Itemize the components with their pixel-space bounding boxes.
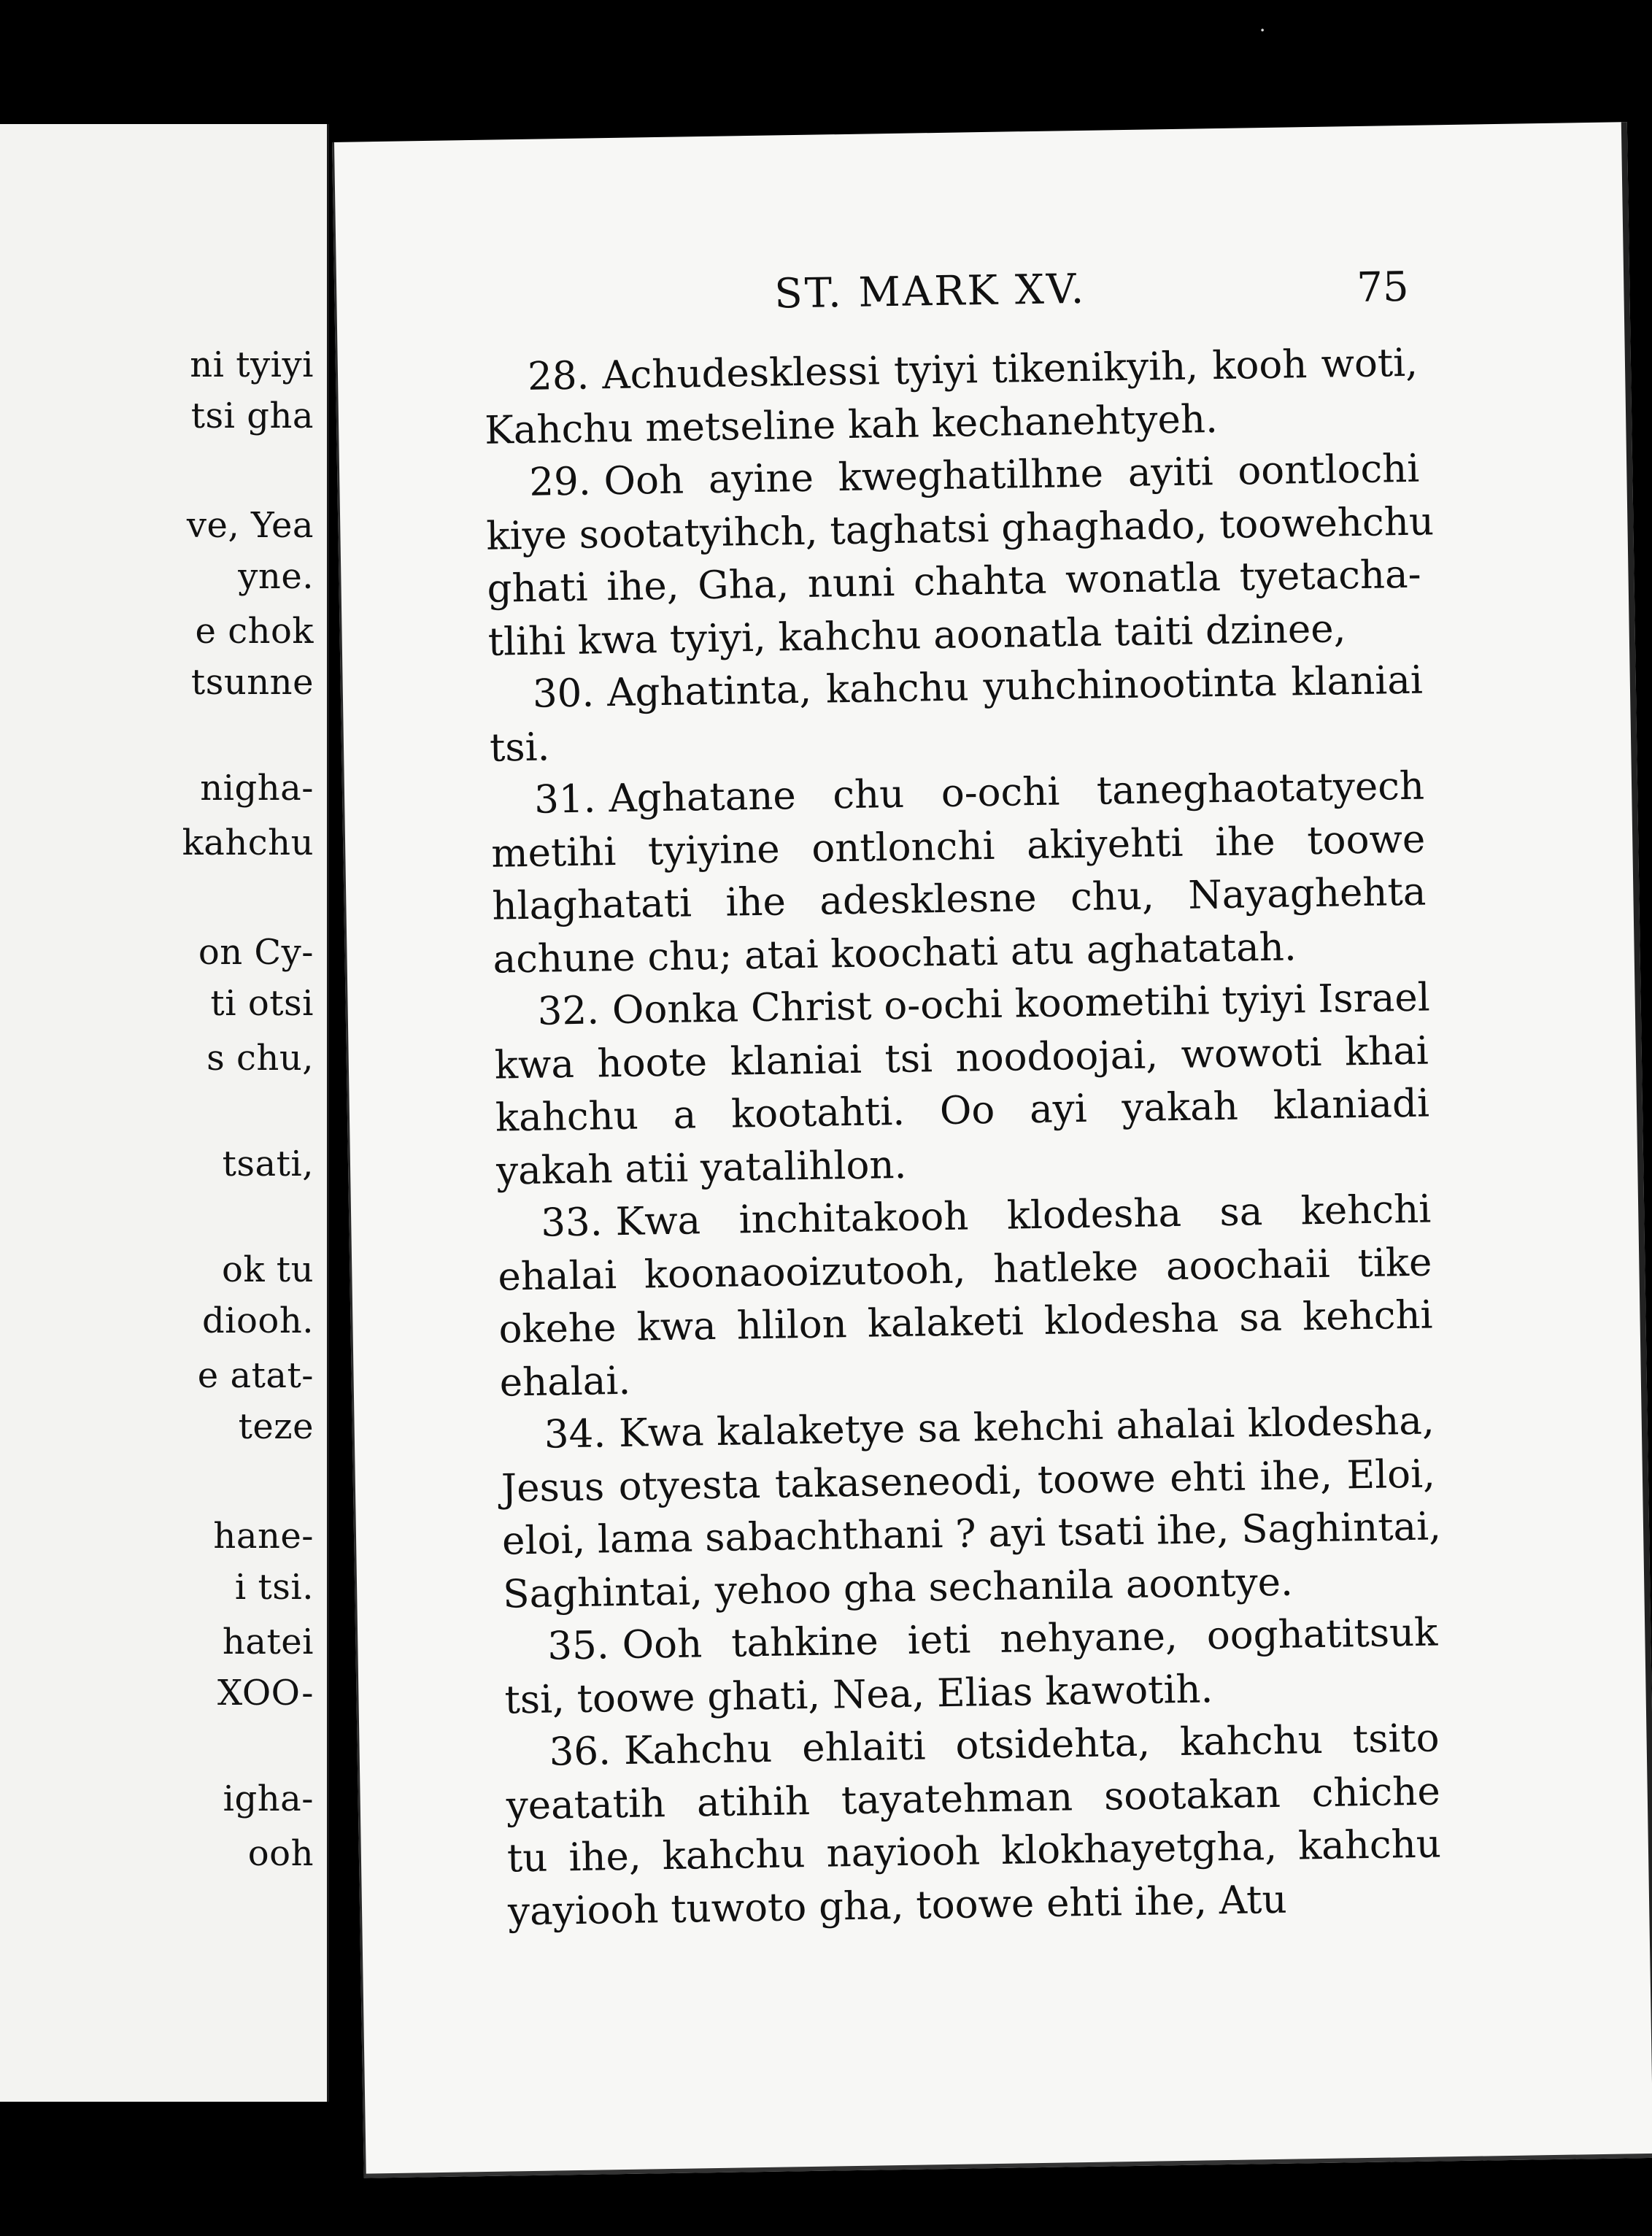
verse [493, 972, 1430, 1198]
verse-text: tsi, toowe ghati, Nea, Elias kawotih. [504, 1666, 1213, 1723]
left-text-fragment: ni tyiyi [190, 344, 314, 385]
left-text-fragment: e atat- [197, 1355, 314, 1396]
verse-number: 33. [540, 1200, 603, 1246]
verse-number: 35. [547, 1623, 610, 1669]
verse [485, 443, 1435, 669]
left-text-fragment: ti otsi [210, 983, 314, 1024]
verse-text: hlaghatati ihe adesklesne chu, Nayaghehta [491, 869, 1427, 929]
verse-number: 31. [533, 776, 596, 822]
verse [503, 1606, 1439, 1727]
left-text-fragment: diooh. [201, 1300, 314, 1341]
verse-number: 28. [527, 353, 590, 399]
running-title: ST. MARK XV. [773, 265, 1086, 318]
verse-text: okehe kwa hlilon kalaketi klodesha sa kehchi [498, 1292, 1433, 1352]
dust-speck: · [1259, 18, 1266, 43]
left-text-fragment: kahchu [182, 822, 314, 863]
verse [500, 1395, 1442, 1621]
verse-number: 36. [549, 1729, 611, 1775]
verse-column [484, 337, 1443, 1939]
verse-text: kwa hoote klaniai tsi noodoojai, wowoti khai [494, 1028, 1429, 1088]
left-text-fragment: on Cy- [198, 932, 314, 973]
left-text-fragment: nigha- [200, 768, 314, 809]
verse [490, 760, 1427, 987]
verse-text: tlihi kwa tyiyi, kahchu aoonatla taiti dzinee, [487, 606, 1346, 665]
verse-text: Saghintai, yehoo gha sechanila aoontye. [502, 1560, 1294, 1617]
left-text-fragment: hane- [213, 1516, 314, 1557]
left-text-fragment: ve, Yea [186, 505, 314, 546]
verse-text: ehalai. [499, 1358, 631, 1406]
left-text-fragment: tsi gha [190, 396, 314, 436]
left-text-fragment: e chok [195, 611, 314, 652]
verse-text: eloi, lama sabachthani ? ayi tsati ihe, Saghintai, [501, 1504, 1442, 1564]
verse-text: tsi. [489, 724, 550, 771]
verse-text: Aghatane chu o-ochi taneghaotatyech [608, 763, 1425, 822]
book-page [332, 18, 1652, 2178]
verse-text: kahchu a kootahti. Oo ayi yakah klaniadi [495, 1081, 1430, 1141]
verse-text: Aghatinta, kahchu yuhchinootinta klaniai [606, 658, 1424, 716]
verse-number: 32. [537, 988, 600, 1034]
verse-text: Ooh ayine kweghatilhne ayiti oontlochi [603, 446, 1420, 504]
left-text-fragment: s chu, [206, 1038, 314, 1079]
verse-text: yakah atii yatalihlon. [495, 1142, 907, 1194]
left-text-fragment: tsunne [190, 662, 314, 703]
verse-text: kiye sootatyihch, taghatsi ghaghado, toowehchu [486, 498, 1435, 559]
verse [488, 655, 1424, 775]
left-text-fragment: ooh [247, 1833, 314, 1874]
verse-text: yayiooh tuwoto gha, toowe ehti ihe, Atu [507, 1877, 1288, 1935]
running-header [336, 257, 1624, 328]
verse [497, 1184, 1434, 1410]
page-number: 75 [1356, 263, 1410, 312]
verse-text: ghati ihe, Gha, nuni chahta wonatla tyetacha- [487, 552, 1421, 612]
verse-number: 30. [532, 671, 595, 717]
verse-text: Kwa kalaketye sa kehchi ahalai klodesha, [618, 1398, 1435, 1457]
verse-text: yeatatih atihih tayatehman sootakan chiche [506, 1768, 1441, 1829]
verse-text: Kwa inchitakooh klodesha sa kehchi [615, 1187, 1432, 1245]
verse-text: Oonka Christ o-ochi koometihi tyiyi Israel [611, 975, 1431, 1033]
verse-text: Kahchu metseline kah kechanehtyeh. [484, 396, 1219, 453]
left-text-fragment: hatei [222, 1622, 314, 1662]
verse-text: achune chu; atai koochati atu aghatatah. [493, 924, 1297, 982]
verse [505, 1712, 1442, 1938]
verse-number: 34. [544, 1411, 606, 1457]
left-text-fragment: i tsi. [234, 1567, 314, 1608]
verse-text: metihi tyiyine ontlonchi akiyehti ihe toowe [490, 817, 1426, 876]
left-text-fragment: teze [238, 1406, 314, 1447]
left-text-fragment: tsati, [222, 1144, 314, 1184]
verse-text: Achudesklessi tyiyi tikenikyih, kooh woti, [601, 340, 1419, 398]
verse-number: 29. [528, 459, 592, 505]
verse [484, 337, 1419, 458]
left-text-fragment: yne. [238, 556, 314, 597]
left-text-fragment: igha- [223, 1778, 314, 1819]
verse-text: ehalai koonaooizutooh, hatleke aoochaii tike [497, 1240, 1432, 1300]
verse-text: tu ihe, kahchu nayiooh klokhayetgha, kahchu [506, 1821, 1442, 1881]
left-text-fragment: ok tu [222, 1249, 314, 1290]
previous-page-fragment [0, 124, 329, 2102]
verse-text: Jesus otyesta takaseneodi, toowe ehti ihe, Eloi, [501, 1451, 1436, 1511]
verse-text: Ooh tahkine ieti nehyane, ooghatitsuk [622, 1610, 1438, 1668]
left-text-fragment: XOO- [217, 1673, 314, 1713]
verse-text: Kahchu ehlaiti otsidehta, kahchu tsito [623, 1716, 1440, 1773]
